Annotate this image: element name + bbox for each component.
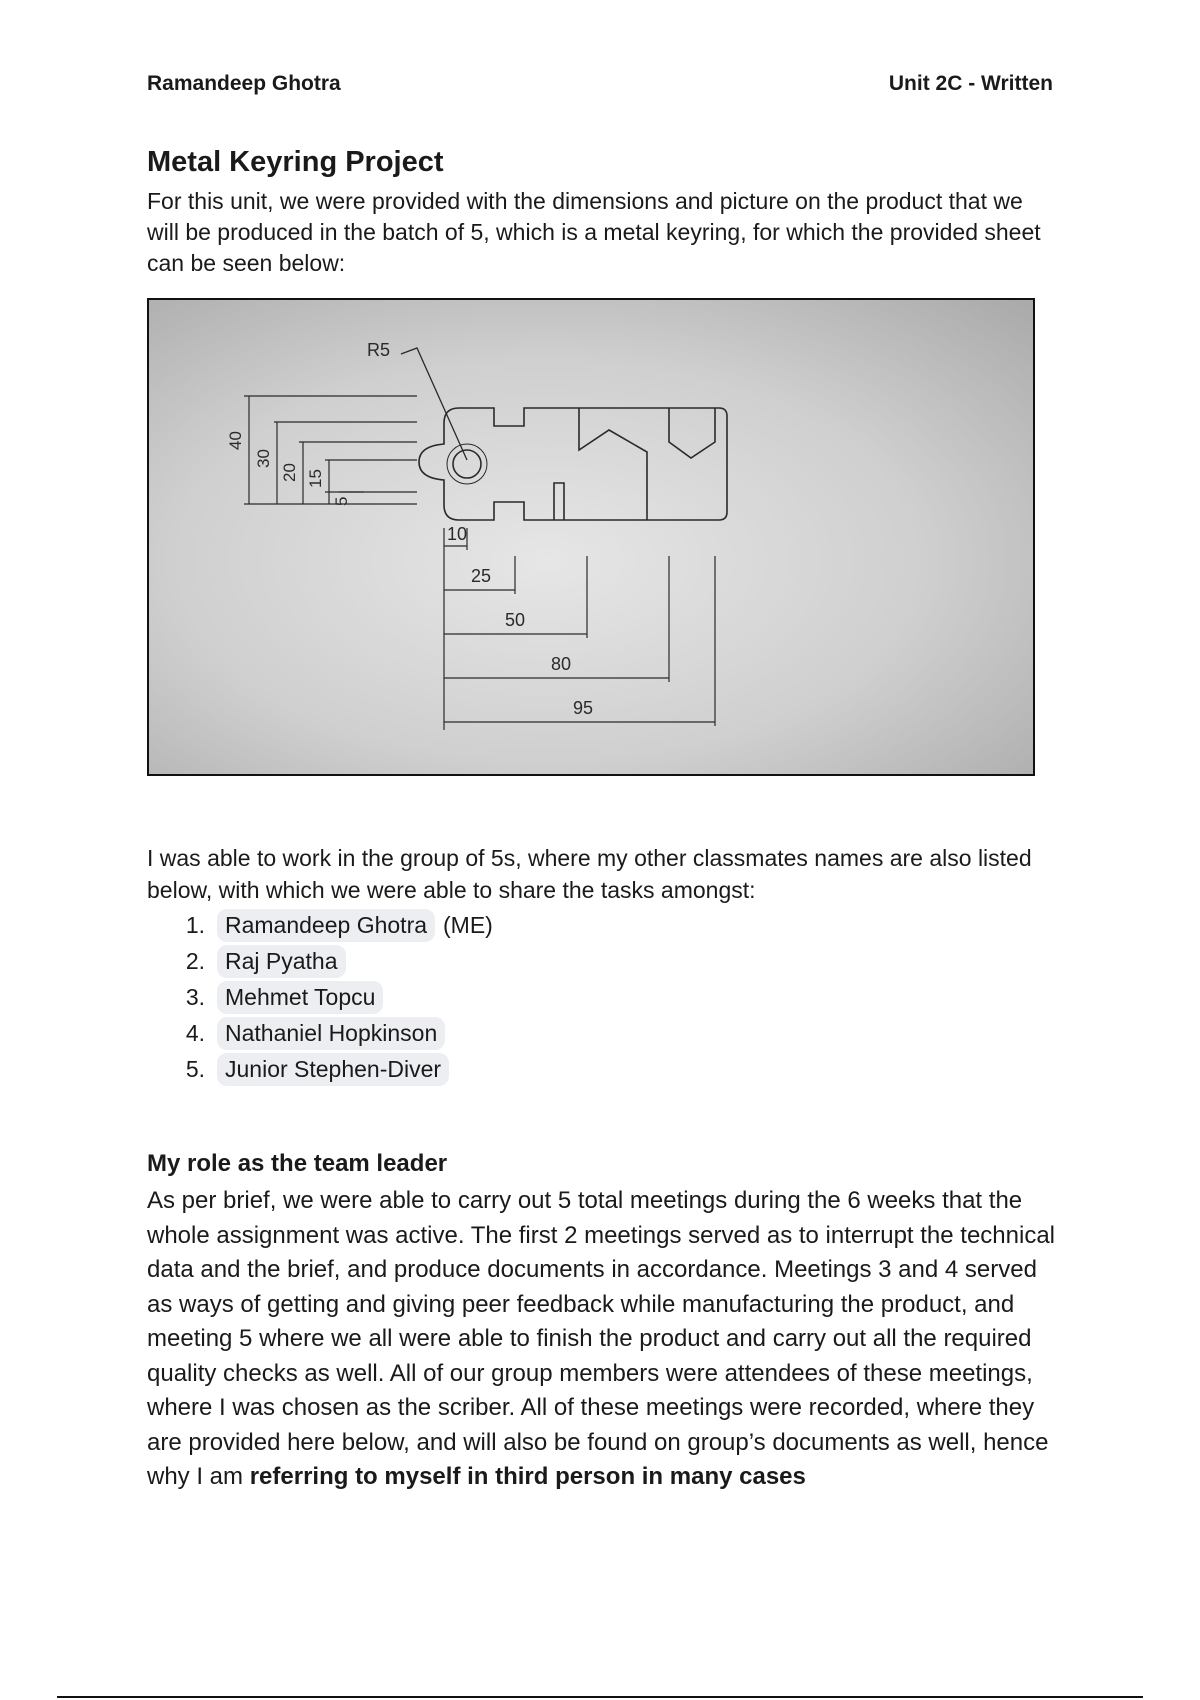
list-item [147, 907, 493, 943]
dim-95: 95 [573, 698, 594, 718]
page-header [147, 72, 1053, 96]
intro-paragraph: For this unit, we were provided with the dimensions and picture on the product that we will be produced in the batch of 5, which is a metal keyring, for which the provided sheet can be seen below: [147, 188, 1041, 276]
v-notch [579, 408, 647, 520]
list-number: 5. [185, 1055, 205, 1082]
list-item [147, 943, 493, 979]
technical-drawing-photo [147, 298, 1035, 776]
dim-50: 50 [505, 610, 526, 630]
footer-divider [57, 1696, 1143, 1698]
author-name: Ramandeep Ghotra [147, 72, 341, 95]
key-hole [453, 450, 481, 478]
member-name-chip[interactable]: Mehmet Topcu [217, 981, 383, 1014]
dim-5: 5 [332, 496, 351, 506]
radius-leader [401, 348, 467, 460]
list-number: 2. [185, 947, 205, 974]
end-notch [669, 408, 715, 458]
member-suffix: (ME) [443, 911, 493, 938]
dim-10: 10 [447, 524, 468, 544]
keyring-drawing [149, 300, 1033, 774]
role-body-text: As per brief, we were able to carry out 5 total meetings during the 6 weeks that the whole assignment was active. The first 2 meetings served as to interrupt the technical data and the brief, and produce documents in accordance. Meetings 3 and 4 served as ways of getting and giving peer feedback while manufacturing the product, and meeting 5 where we all were able to finish the product and carry out all the required quality checks as well. All of our group members were attendees of these meetings, where I was chosen as the scriber. All of these meetings were recorded, where they are provided here below, and will also be found on group’s documents as well, hence why I am [147, 1187, 1056, 1490]
group-paragraph: I was able to work in the group of 5s, where my other classmates names are also listed below, with which we were able to share the tasks amongst: [147, 845, 1032, 903]
radius-label: R5 [367, 340, 391, 360]
role-paragraph [147, 1184, 1067, 1495]
member-name-chip[interactable]: Raj Pyatha [217, 945, 346, 978]
member-name-chip[interactable]: Junior Stephen-Diver [217, 1053, 449, 1086]
unit-label: Unit 2C - Written [888, 72, 1053, 95]
role-body-bold: referring to myself in third person in many cases [249, 1463, 806, 1490]
list-item [147, 1015, 493, 1051]
page-title: Metal Keyring Project [147, 146, 444, 178]
dim-80: 80 [551, 654, 572, 674]
list-number: 3. [185, 983, 205, 1010]
dim-30: 30 [254, 449, 273, 468]
list-number: 1. [185, 911, 205, 938]
dim-20: 20 [280, 463, 299, 482]
slot-1 [554, 483, 564, 520]
member-name-chip[interactable]: Nathaniel Hopkinson [217, 1017, 445, 1050]
dim-40: 40 [226, 431, 245, 450]
list-item [147, 1051, 493, 1087]
member-name-chip[interactable]: Ramandeep Ghotra [217, 909, 435, 942]
dim-25: 25 [471, 566, 492, 586]
list-item [147, 979, 493, 1015]
list-number: 4. [185, 1019, 205, 1046]
role-heading: My role as the team leader [147, 1150, 448, 1177]
keyring-outline [419, 408, 727, 520]
dim-15: 15 [306, 469, 325, 488]
member-list [147, 907, 493, 1087]
